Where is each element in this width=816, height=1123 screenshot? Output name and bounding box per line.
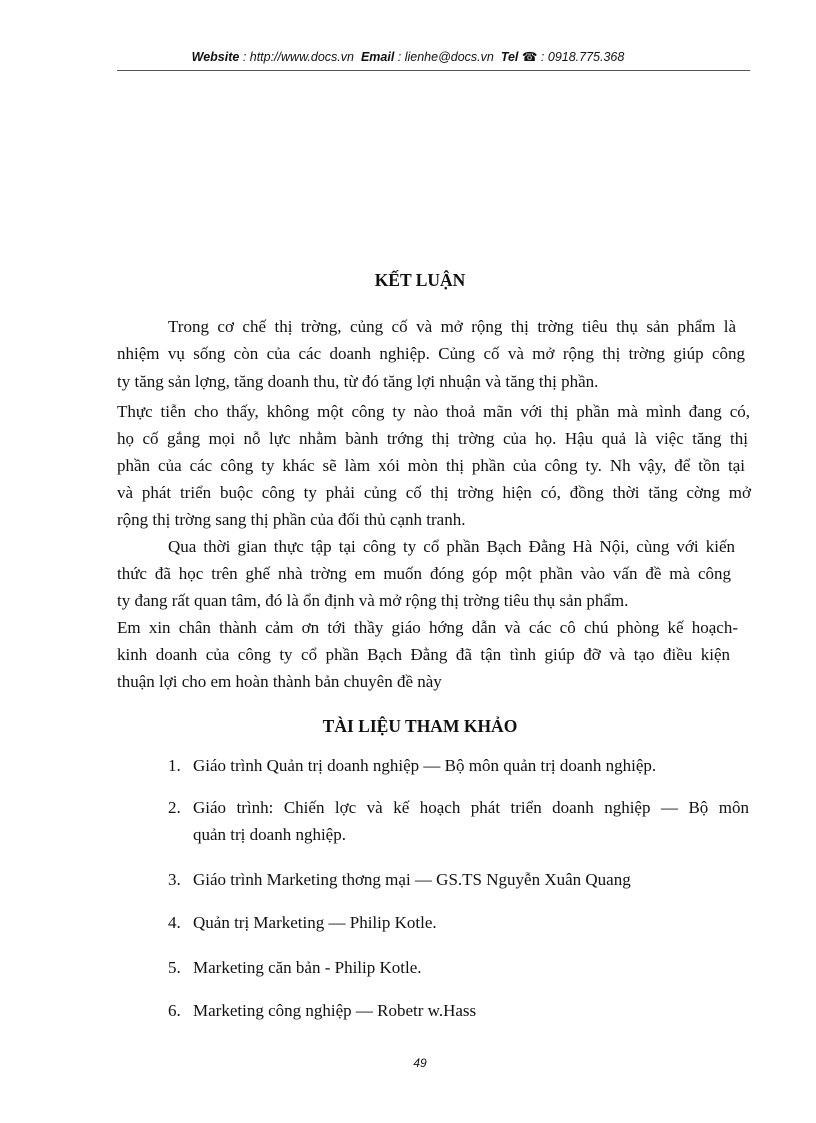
conclusion-line: phần của các công ty khác sẽ làm xói mòn thị phần của công ty. Nh vậy, để tồn tại [117,456,745,475]
conclusion-line: nhiệm vụ sống còn của các doanh nghiệp. Củng cố và mở rộng thị trờng giúp công [117,344,745,363]
reference-number: 3. [168,870,181,889]
conclusion-line: ty đang rất quan tâm, đó là ổn định và mở rộng thị trờng tiêu thụ sản phẩm. [117,591,629,610]
reference-text: Quản trị Marketing — Philip Kotle. [193,913,437,932]
conclusion-line: thuận lợi cho em hoàn thành bản chuyên đề này [117,672,442,691]
reference-number: 4. [168,913,181,932]
website-label: Website [191,50,240,64]
reference-number: 5. [168,958,181,977]
tel-label: Tel ☎ [500,50,538,64]
conclusion-line: Thực tiễn cho thấy, không một công ty nào thoả mãn với thị phần mà mình đang có, [117,402,750,421]
reference-text: Marketing căn bản - Philip Kotle. [193,958,422,977]
conclusion-line: rộng thị trờng sang thị phần của đối thủ cạnh tranh. [117,510,466,529]
reference-number: 1. [168,756,181,775]
reference-text: Giáo trình: Chiến lợc và kế hoạch phát triển doanh nghiệp — Bộ môn [193,798,749,817]
reference-number: 6. [168,1001,181,1020]
conclusion-line: kinh doanh của công ty cổ phần Bạch Đằng đã tận tình giúp đỡ và tạo điều kiện [117,645,730,664]
reference-number: 2. [168,798,181,817]
references-title: TÀI LIỆU THAM KHẢO [322,716,518,736]
reference-text: Giáo trình Quản trị doanh nghiệp — Bộ môn quản trị doanh nghiệp. [193,756,657,775]
conclusion-line: Em xin chân thành cảm ơn tới thầy giáo hớng dẫn và các cô chú phòng kế hoạch- [117,618,738,637]
reference-text: quản trị doanh nghiệp. [193,825,346,844]
email-address: : lienhe@docs.vn [394,50,494,64]
page-header [0,49,816,64]
page-number: 49 [413,1056,427,1070]
conclusion-line: họ cố gắng mọi nỗ lực nhằm bành trớng thị trờng của họ. Hậu quả là việc tăng thị [117,429,748,448]
conclusion-line: Trong cơ chế thị trờng, củng cố và mở rộng thị trờng tiêu thụ sản phẩm là [168,317,736,336]
conclusion-title: KẾT LUẬN [374,270,466,290]
reference-text: Marketing công nghiệp — Robetr w.Hass [193,1001,477,1020]
conclusion-line: thức đã học trên ghế nhà trờng em muốn đóng góp một phần vào vấn đề mà công [117,564,731,583]
conclusion-line: ty tăng sản lợng, tăng doanh thu, từ đó tăng lợi nhuận và tăng thị phần. [117,372,599,391]
conclusion-line: và phát triển buộc công ty phải củng cố thị trờng hiện có, đồng thời tăng cờng mở [117,483,751,502]
header-divider [117,70,750,71]
conclusion-line: Qua thời gian thực tập tại công ty cổ phần Bạch Đằng Hà Nội, cùng với kiến [168,537,735,556]
website-url: : http://www.docs.vn [239,50,354,64]
reference-text: Giáo trình Marketing thơng mại — GS.TS Nguyễn Xuân Quang [193,870,631,889]
email-label: Email [360,50,395,64]
tel-number: : 0918.775.368 [537,50,625,64]
